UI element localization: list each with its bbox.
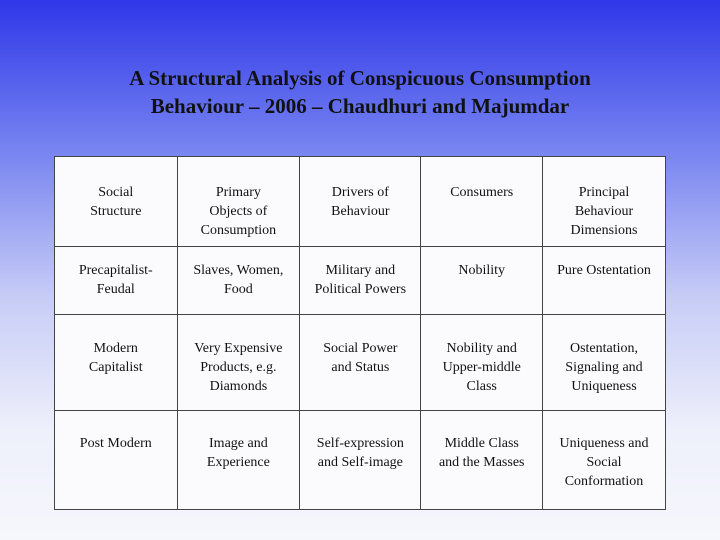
cell-text-line: Behaviour <box>574 204 634 219</box>
cell-text-line: Uniqueness and <box>559 436 649 451</box>
table-cell-behaviour-dimensions <box>542 315 665 411</box>
table-row <box>55 247 666 315</box>
cell-text-line: Middle Class <box>444 436 519 451</box>
cell-text-line: Signaling and <box>565 360 643 375</box>
table-cell-drivers <box>300 315 421 411</box>
header-cell-drivers <box>300 157 421 247</box>
cell-text-line: Upper-middle <box>442 360 521 375</box>
cell-text-line: Consumption <box>200 223 277 238</box>
cell-text-line: Very Expensive <box>194 341 283 356</box>
cell-text-line: Principal <box>578 185 630 200</box>
cell-text-line: Social <box>586 455 622 470</box>
cell-text-line: Conformation <box>564 474 644 489</box>
cell-text-line: Self-expression <box>316 436 404 451</box>
table-row <box>55 411 666 510</box>
analysis-table <box>54 156 666 510</box>
table-cell-social-structure <box>55 247 178 315</box>
cell-text-line: Nobility and <box>446 341 517 356</box>
header-cell-social-structure <box>55 157 178 247</box>
cell-text-line: and Status <box>331 360 390 375</box>
cell-text-line: Social <box>98 185 134 200</box>
cell-text-line: Nobility <box>458 263 506 278</box>
cell-text-line: Pure Ostentation <box>557 263 651 278</box>
table-cell-consumers <box>421 247 543 315</box>
cell-text-line: Objects of <box>209 204 268 219</box>
table-cell-drivers <box>300 411 421 510</box>
header-cell-consumers <box>421 157 543 247</box>
cell-text-line: and Self-image <box>317 455 403 470</box>
cell-text-line: Image and <box>209 436 268 451</box>
cell-text-line: Precapitalist- <box>78 263 153 278</box>
table-cell-social-structure <box>55 315 178 411</box>
table-cell-drivers <box>300 247 421 315</box>
table-cell-primary-objects <box>177 315 300 411</box>
cell-text-line: Structure <box>90 204 142 219</box>
cell-text-line: Experience <box>206 455 270 470</box>
cell-text-line: Uniqueness <box>571 379 637 394</box>
title-line-1: A Structural Analysis of Conspicuous Consumption <box>129 66 591 90</box>
slide-title <box>60 64 660 120</box>
table-header-row <box>55 157 666 247</box>
title-line-2: Behaviour – 2006 – Chaudhuri and Majumdar <box>150 94 570 118</box>
table-cell-primary-objects <box>177 411 300 510</box>
cell-text-line: Feudal <box>96 282 135 297</box>
table-cell-behaviour-dimensions <box>542 247 665 315</box>
table-cell-consumers <box>421 315 543 411</box>
cell-text-line: Primary <box>215 185 261 200</box>
table-cell-consumers <box>421 411 543 510</box>
cell-text-line: Slaves, Women, <box>193 263 284 278</box>
cell-text-line: Military and <box>325 263 396 278</box>
cell-text-line: Ostentation, <box>569 341 639 356</box>
table-cell-behaviour-dimensions <box>542 411 665 510</box>
header-cell-behaviour-dimensions <box>542 157 665 247</box>
cell-text-line: Post Modern <box>79 436 152 451</box>
cell-text-line: Consumers <box>450 185 514 200</box>
header-cell-primary-objects <box>177 157 300 247</box>
cell-text-line: Diamonds <box>209 379 268 394</box>
cell-text-line: Class <box>466 379 497 394</box>
cell-text-line: Modern <box>93 341 138 356</box>
cell-text-line: Capitalist <box>88 360 143 375</box>
cell-text-line: and the Masses <box>438 455 525 470</box>
cell-text-line: Food <box>223 282 253 297</box>
cell-text-line: Behaviour <box>331 204 390 219</box>
table-cell-primary-objects <box>177 247 300 315</box>
cell-text-line: Social Power <box>323 341 398 356</box>
cell-text-line: Drivers of <box>331 185 389 200</box>
table-cell-social-structure <box>55 411 178 510</box>
table-row <box>55 315 666 411</box>
cell-text-line: Political Powers <box>314 282 407 297</box>
cell-text-line: Products, e.g. <box>200 360 277 375</box>
cell-text-line: Dimensions <box>570 223 638 238</box>
